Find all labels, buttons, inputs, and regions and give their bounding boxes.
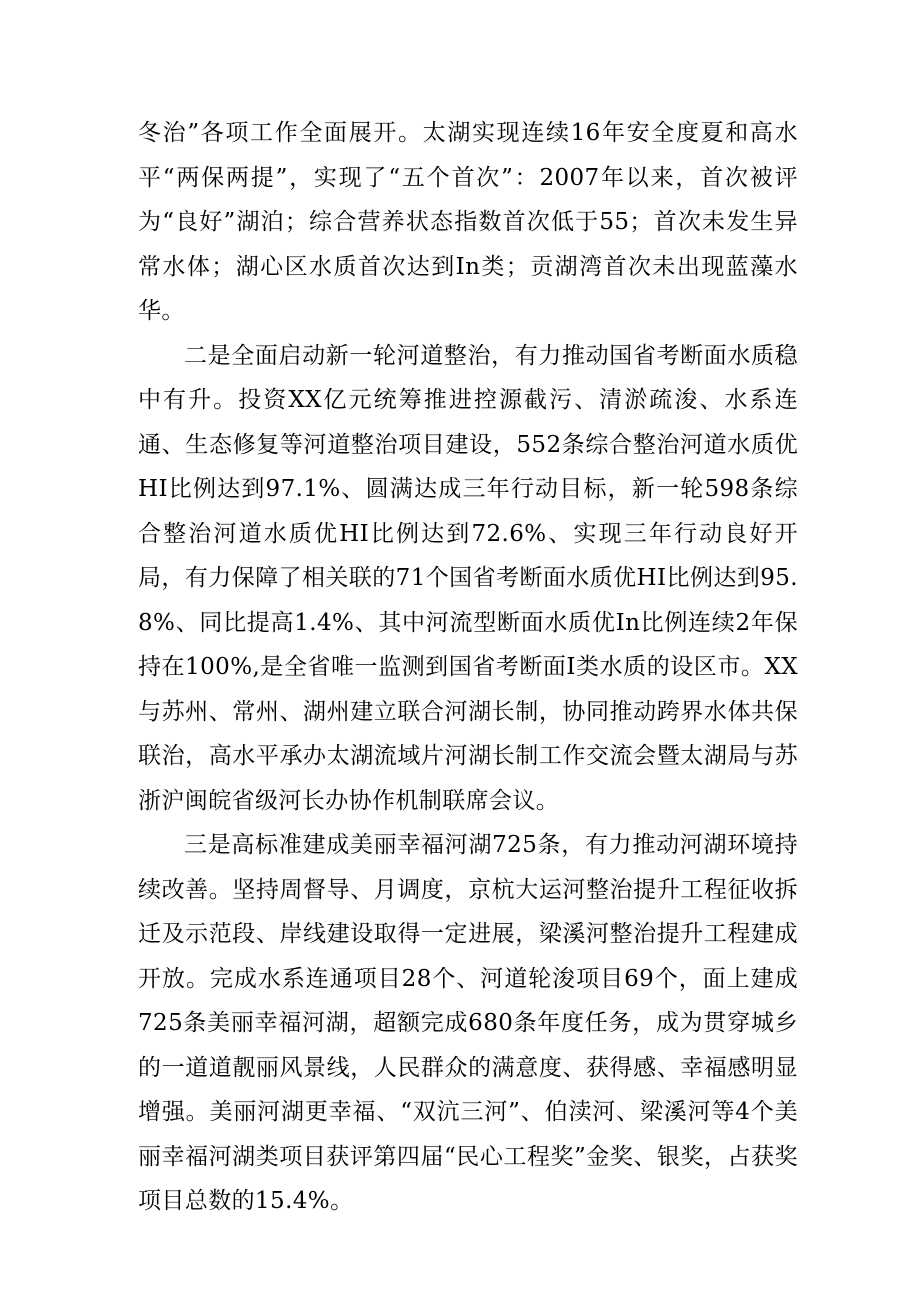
paragraph-river-renovation: 二是全面启动新一轮河道整治，有力推动国省考断面水质稳中有升。投资XX亿元统筹推进控源截污、清淤疏浚、水系连通、生态修复等河道整治项目建设，552条综合整治河道水质优HI比例达到97.1%、圆满达成三年行动目标，新一轮598条综合整治河道水质优HI比例达到72.6%、实现三年行动良好开局，有力保障了相关联的71个国省考断面水质优HI比例达到95.8%、同比提高1.4%、其中河流型断面水质优In比例连续2年保持在100%,是全省唯一监测到国省考断面I类水质的设区市。XX与苏州、常州、湖州建立联合河湖长制，协同推动跨界水体共保联治，高水平承办太湖流域片河湖长制工作交流会暨太湖局与苏浙沪闽皖省级河长办协作机制联席会议。 <box>138 342 798 814</box>
document-body <box>138 111 798 1224</box>
paragraph-continuation: 冬治”各项工作全面展开。太湖实现连续16年安全度夏和高水平“两保两提”，实现了“五个首次”：2007年以来，首次被评为“良好”湖泊；综合营养状态指数首次低于55；首次未发生异常水体；湖心区水质首次达到In类；贡湖湾首次未出现蓝藻水华。 <box>138 120 798 324</box>
paragraph-beautiful-rivers: 三是高标准建成美丽幸福河湖725条，有力推动河湖环境持续改善。坚持周督导、月调度，京杭大运河整治提升工程征收拆迁及示范段、岸线建设取得一定进展，梁溪河整治提升工程建成开放。完成水系连通项目28个、河道轮浚项目69个，面上建成725条美丽幸福河湖，超额完成680条年度任务，成为贯穿城乡的一道道靓丽风景线，人民群众的满意度、获得感、幸福感明显增强。美丽河湖更幸福、“双沆三河”、伯渎河、梁溪河等4个美丽幸福河湖类项目获评第四届“民心工程奖”金奖、银奖，占获奖项目总数的15.4%。 <box>138 832 798 1214</box>
